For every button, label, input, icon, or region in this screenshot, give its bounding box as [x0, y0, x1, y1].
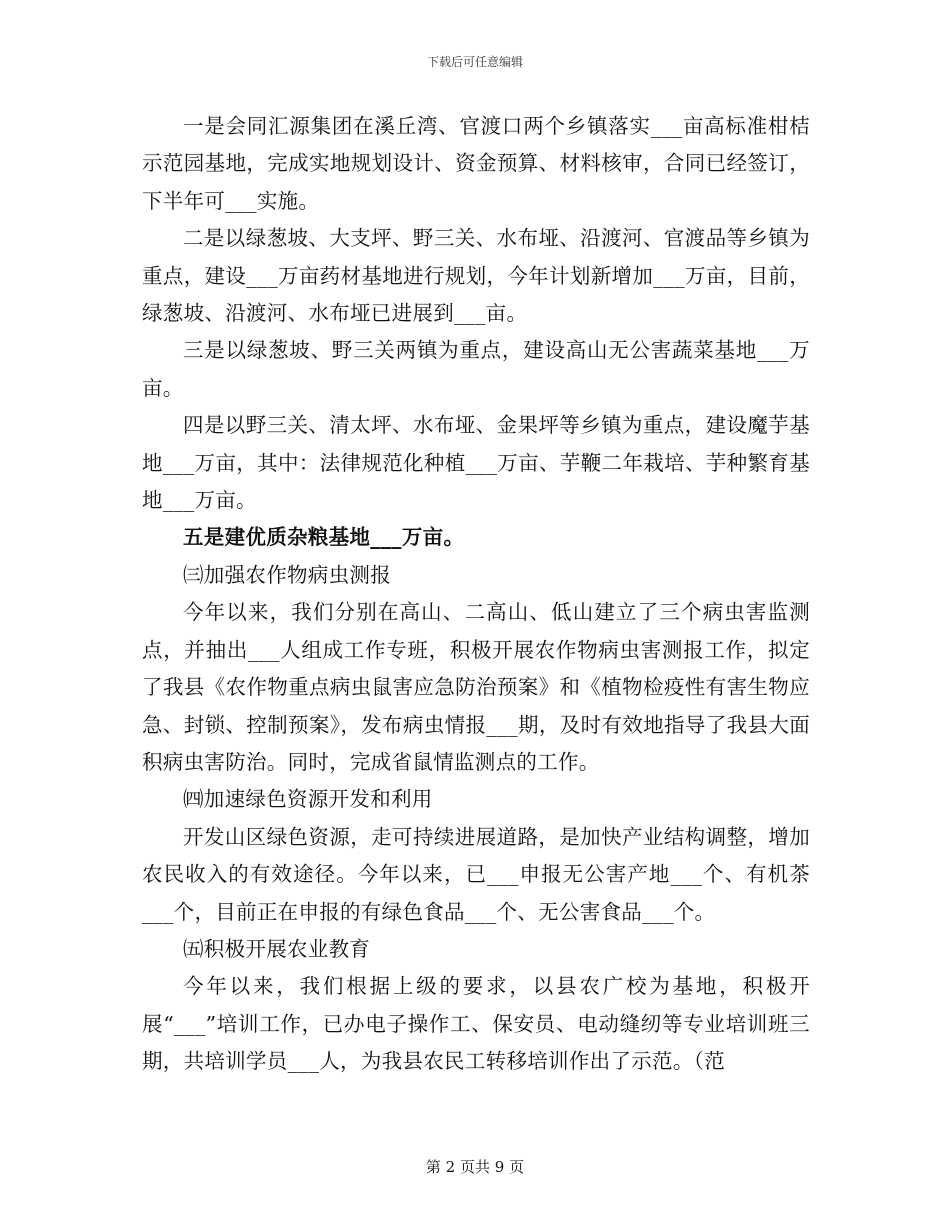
section-heading: ㈢加强农作物病虫测报 — [183, 562, 391, 587]
paragraph: 今年以来，我们根据上级的要求，以县农广校为基地，积极开展“___”培训工作，已办电子操作工、保安员、电动缝纫等专业培训班三期，共培训学员___人，为我县农民工转移培训作出了示范。（范 — [142, 974, 810, 1074]
paragraph: 一是会同汇源集团在溪丘湾、官渡口两个乡镇落实___亩高标准柑桔示范园基地，完成实地规划设计、资金预算、材料核审，合同已经签订，下半年可___实施。 — [142, 114, 810, 213]
paragraph: 三是以绿葱坡、野三关两镇为重点，建设高山无公害蔬菜基地___万亩。 — [142, 338, 810, 400]
paragraph: 今年以来，我们分别在高山、二高山、低山建立了三个病虫害监测点，并抽出___人组成工作专班，积极开展农作物病虫害测报工作，拟定了我县《农作物重点病虫鼠害应急防治预案》和《植物检疫性有害生物应急、封锁、控制预案》，发布病虫情报___期，及时有效地指导了我县大面积病虫害防治。同时，完成省鼠情监测点的工作。 — [142, 600, 810, 774]
paragraph: 四是以野三关、清太坪、水布垭、金果坪等乡镇为重点，建设魔芋基地___万亩，其中：法律规范化种植___万亩、芋鞭二年栽培、芋种繁育基地___万亩。 — [142, 413, 810, 513]
document-body — [142, 108, 810, 1081]
section-heading: ㈣加速绿色资源开发和利用 — [183, 787, 433, 812]
page-header: 下载后可任意编辑 — [426, 55, 523, 69]
section-heading: ㈤积极开展农业教育 — [183, 936, 371, 961]
page-footer: 第 2 页共 9 页 — [425, 1158, 525, 1176]
paragraph: 二是以绿葱坡、大支坪、野三关、水布垭、沿渡河、官渡品等乡镇为重点，建设___万亩药材基地进行规划，今年计划新增加___万亩，目前，绿葱坡、沿渡河、水布垭已进展到___亩。 — [142, 226, 810, 326]
paragraph: 开发山区绿色资源，走可持续进展道路，是加快产业结构调整，增加农民收入的有效途径。今年以来，已___申报无公害产地___个、有机茶___个，目前正在申报的有绿色食品___个、无公害食品___个。 — [142, 824, 810, 924]
paragraph-bold: 五是建优质杂粮基地___万亩。 — [183, 525, 465, 550]
